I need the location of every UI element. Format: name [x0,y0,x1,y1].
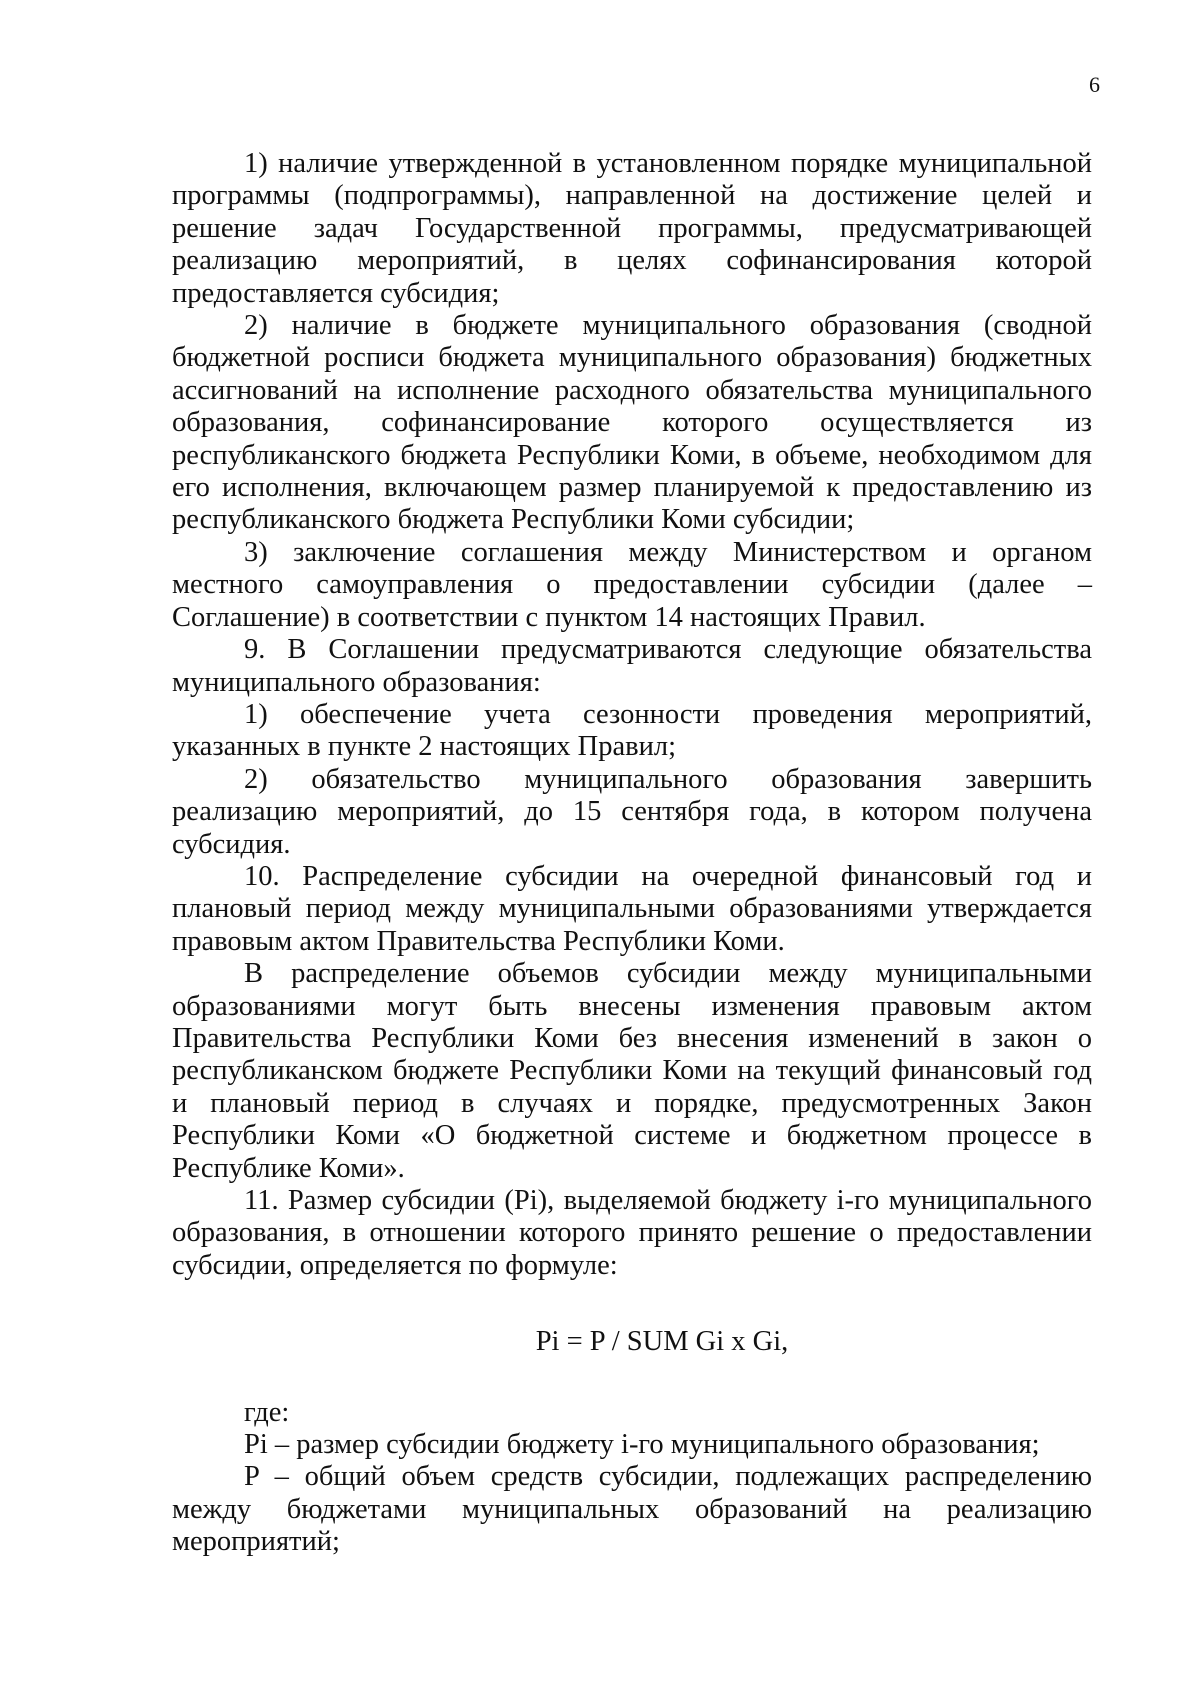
paragraph-condition-2: 2) наличие в бюджете муниципального образования (сводной бюджетной росписи бюджета муниципального образования) бюджетных ассигнований на исполнение расходного обязательства муниципального образования, софинансирование которого осуществляется из республиканского бюджета Республики Коми, в объеме, необходимом для его исполнения, включающем размер планируемой к предоставлению из республиканского бюджета Республики Коми субсидии; [172,310,1092,536]
paragraph-section-9: 9. В Соглашении предусматриваются следующие обязательства муниципального образования: [172,634,1092,698]
paragraph-distribution-changes: В распределение объемов субсидии между муниципальными образованиями могут быть внесены изменения правовым актом Правительства Республики Коми без внесения изменений в закон о республиканском бюджете Республики Коми на текущий финансовый год и плановый период в случаях и порядке, предусмотренных Закон Республики Коми «О бюджетной системе и бюджетном процессе в Республике Коми». [172,958,1092,1184]
subsidy-formula: Pi = P / SUM Gi x Gi, [535,1326,789,1358]
paragraph-definition-pi: Pi – размер субсидии бюджету i-го муниципального образования; [244,1429,1040,1461]
page-number: 6 [1089,72,1100,97]
paragraph-condition-1: 1) наличие утвержденной в установленном порядке муниципальной программы (подпрограммы), направленной на достижение целей и решение задач Государственной программы, предусматривающей реализацию мероприятий, в целях софинансирования которой предоставляется субсидия; [172,148,1092,309]
paragraph-obligation-2: 2) обязательство муниципального образования завершить реализацию мероприятий, до 15 сентября года, в котором получена субсидия. [172,763,1092,860]
paragraph-obligation-1: 1) обеспечение учета сезонности проведения мероприятий, указанных в пункте 2 настоящих Правил; [172,698,1092,763]
paragraph-definition-p: P – общий объем средств субсидии, подлежащих распределению между бюджетами муниципальных образований на реализацию мероприятий; [172,1461,1092,1558]
paragraph-section-10: 10. Распределение субсидии на очередной финансовый год и плановый период между муниципальными образованиями утверждается правовым актом Правительства Республики Коми. [172,860,1092,957]
paragraph-where: где: [244,1396,290,1428]
document-body [172,148,1092,1559]
paragraph-section-11: 11. Размер субсидии (Pi), выделяемой бюджету i-го муниципального образования, в отношении которого принято решение о предоставлении субсидии, определяется по формуле: [172,1185,1092,1281]
paragraph-condition-3: 3) заключение соглашения между Министерством и органом местного самоуправления о предоставлении субсидии (далее – Соглашение) в соответствии с пунктом 14 настоящих Правил. [172,536,1092,633]
